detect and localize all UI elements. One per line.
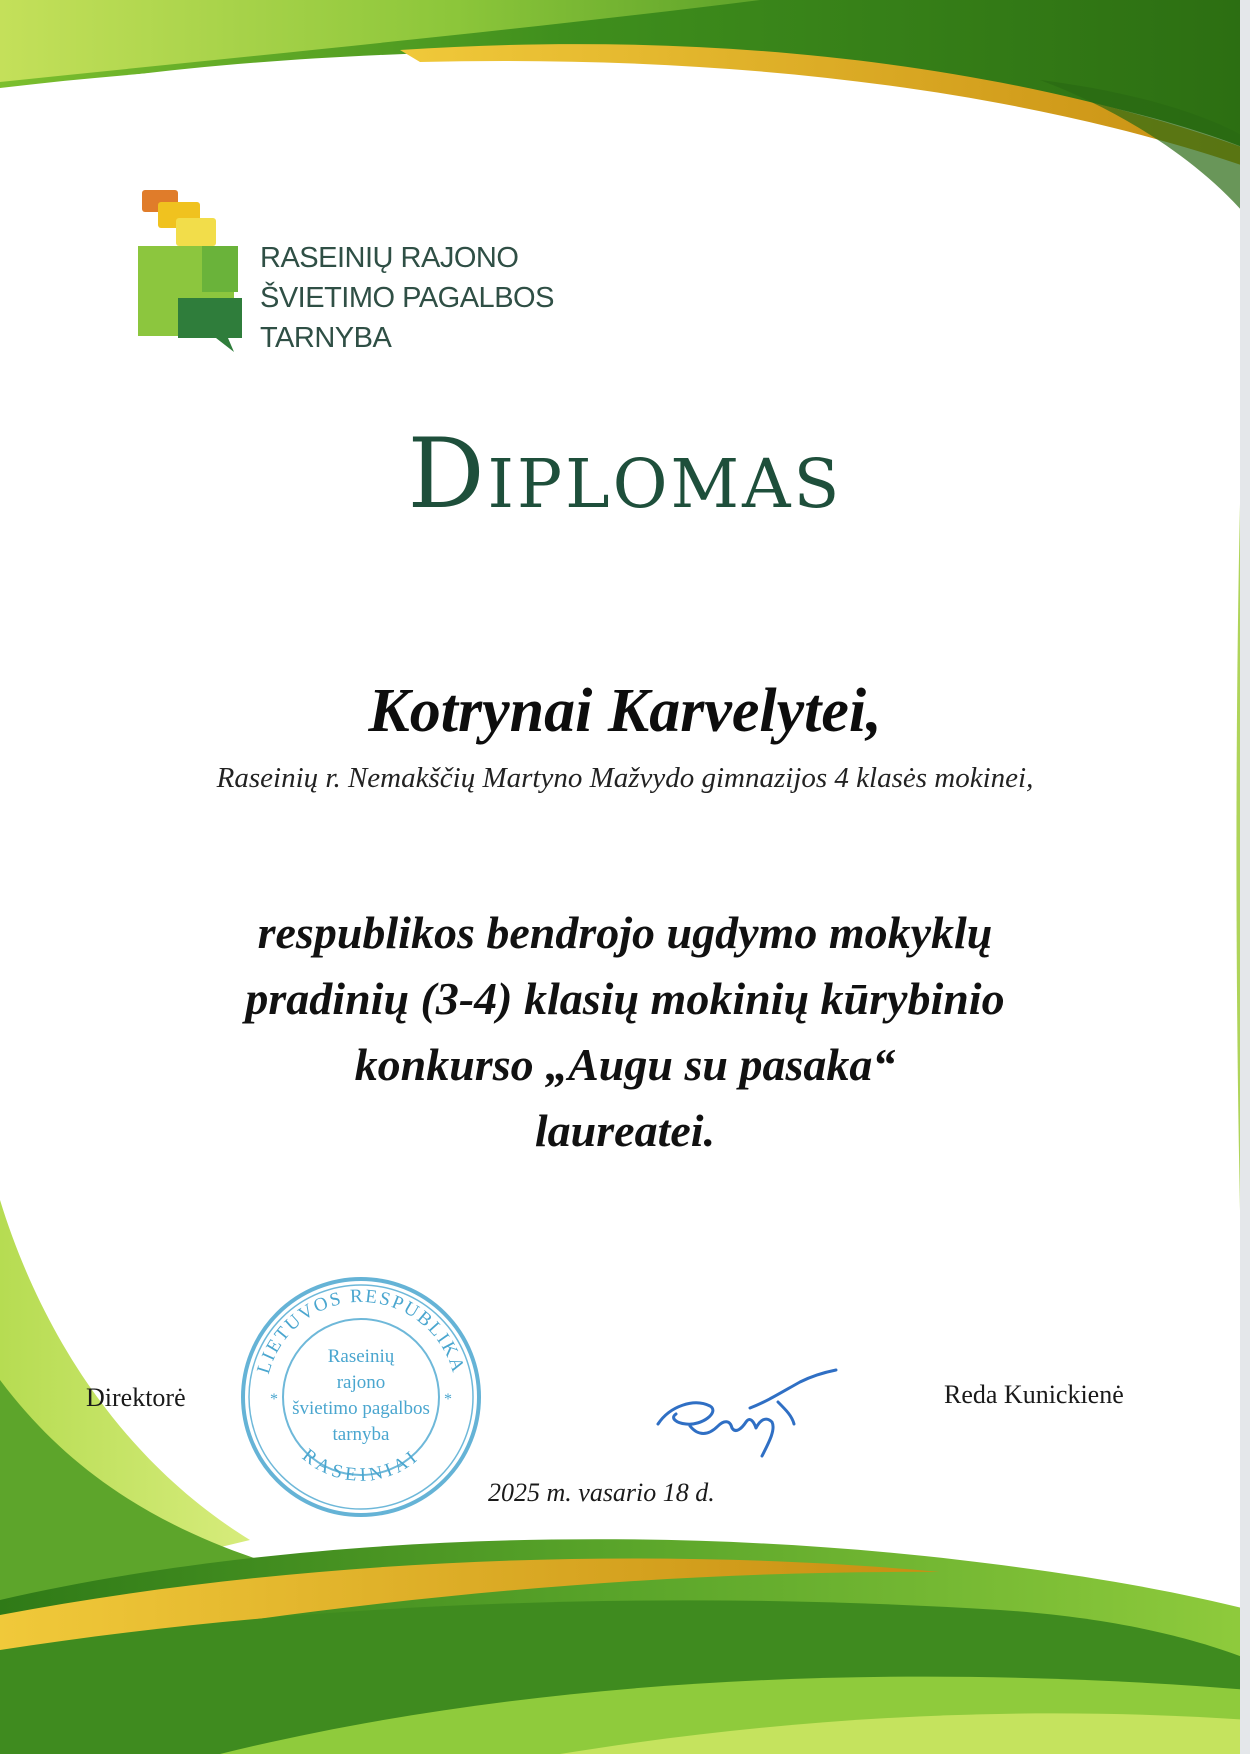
- award-line: laureatei.: [534, 1105, 716, 1156]
- signatory-name: Reda Kunickienė: [944, 1380, 1124, 1409]
- recipient-affiliation: Raseinių r. Nemakščių Martyno Mažvydo gimnazijos 4 klasės mokinei,: [216, 762, 1034, 794]
- svg-text:RASEINIAI: [298, 1445, 424, 1486]
- issue-date: 2025 m. vasario 18 d.: [488, 1478, 715, 1507]
- svg-text:*: *: [444, 1391, 452, 1408]
- stamp-inner-line: rajono: [336, 1372, 386, 1393]
- official-stamp: [236, 1272, 486, 1522]
- diploma-title: Diplomas: [407, 418, 843, 530]
- stamp-inner-line: Raseinių: [327, 1346, 395, 1367]
- award-line: konkurso „Augu su pasaka“: [354, 1039, 896, 1090]
- logo-line: RASEINIŲ RAJONO: [260, 242, 519, 274]
- stamp-inner-line: švietimo pagalbos: [292, 1398, 430, 1419]
- logo-line: ŠVIETIMO PAGALBOS: [260, 282, 554, 314]
- svg-text:*: *: [270, 1391, 278, 1408]
- logo-text: [260, 238, 554, 358]
- page-edge: [1240, 0, 1250, 1754]
- logo-line: TARNYBA: [260, 322, 392, 354]
- logo-speech-bubbles-icon: [138, 188, 250, 360]
- award-text: [0, 900, 1250, 1164]
- stamp-bottom-text: RASEINIAI: [298, 1444, 424, 1487]
- stamp-outer-text: LIETUVOS RESPUBLIKA: [253, 1285, 469, 1377]
- stamp-inner-line: tarnyba: [332, 1424, 390, 1445]
- award-line: pradinių (3-4) klasių mokinių kūrybinio: [245, 973, 1005, 1024]
- handwritten-signature: [650, 1362, 840, 1462]
- award-line: respublikos bendrojo ugdymo mokyklų: [257, 907, 993, 958]
- organization-logo: [138, 188, 608, 368]
- signatory-role: Direktorė: [86, 1383, 186, 1412]
- recipient-name: Kotrynai Karvelytei,: [368, 677, 882, 745]
